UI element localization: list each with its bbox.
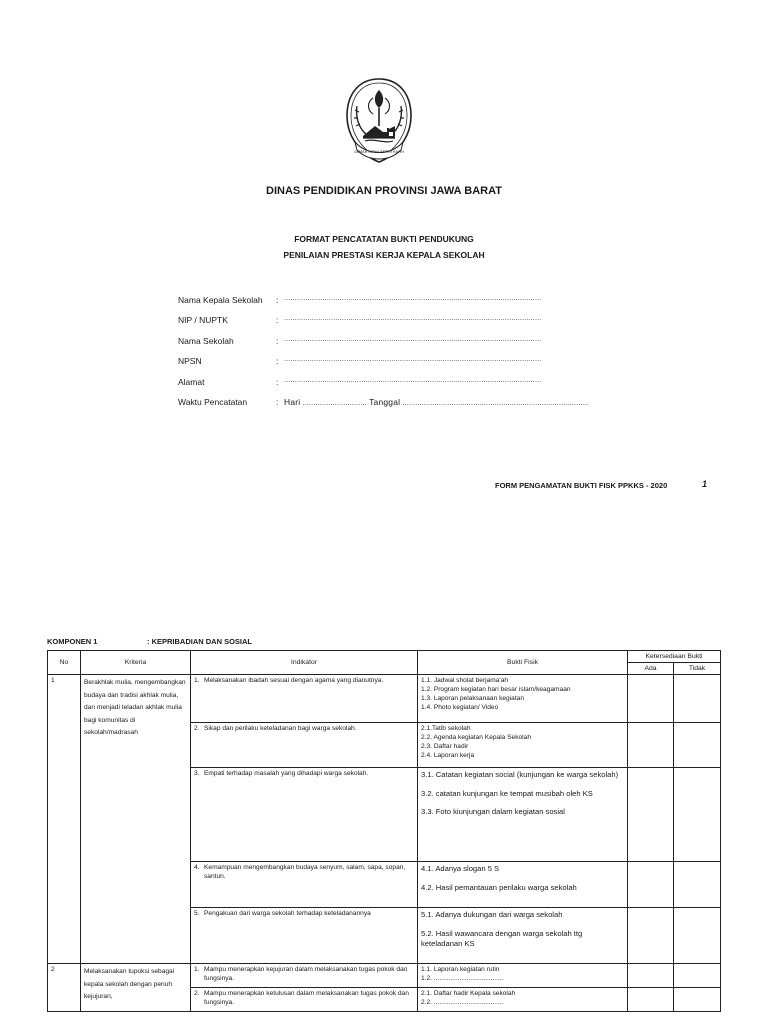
form-colon: : bbox=[276, 335, 279, 346]
identity-form bbox=[178, 295, 608, 417]
header-tidak: Tidak bbox=[674, 663, 721, 675]
header-ada: Ada bbox=[628, 663, 674, 675]
header-ketersediaan: Ketersediaan Bukti bbox=[628, 651, 721, 663]
cell-no: 2 bbox=[48, 964, 81, 1012]
form-colon: : bbox=[276, 315, 279, 326]
form-row-nip-nuptk bbox=[178, 315, 608, 335]
cell-bukti-fisik: 2.1. Daftar hadir Kepala sekolah 2.2. ...................................... bbox=[418, 988, 628, 1012]
cell-indikator: 2. Mampu menerapkan ketulusan dalam melaksanakan tugas pokok dan fungsinya. bbox=[191, 988, 418, 1012]
form-label: Nama Kepala Sekolah bbox=[178, 295, 263, 305]
agency-title: DINAS PENDIDIKAN PROVINSI JAWA BARAT bbox=[266, 185, 502, 197]
cell-indikator: 4. Kemampuan mengembangkan budaya senyum, salam, sapa, sopan, santun. bbox=[191, 862, 418, 908]
form-row-npsn bbox=[178, 356, 608, 376]
form-row-nama-sekolah bbox=[178, 336, 608, 356]
hari-label: Hari bbox=[284, 396, 301, 407]
cell-indikator: 1. Mampu menerapkan kejujuran dalam melaksanakan tugas pokok dan fungsinya. bbox=[191, 964, 418, 988]
component-label: KOMPONEN 1 bbox=[47, 637, 98, 646]
form-row-nama-kepala-sekolah bbox=[178, 295, 608, 315]
form-label: Alamat bbox=[178, 376, 205, 387]
table-row bbox=[48, 675, 721, 723]
cell-indikator: 2. Sikap dan perilaku keteladanan bagi warga sekolah. bbox=[191, 723, 418, 768]
form-row-alamat bbox=[178, 377, 608, 397]
table-row bbox=[48, 964, 721, 988]
checkbox-ada[interactable] bbox=[628, 862, 674, 908]
cell-bukti-fisik: 1.1. Laporan kegiatan rutin 1.2. ...................................... bbox=[418, 964, 628, 988]
logo-motto: GEMAH RIPAH REPEH RAPIH bbox=[353, 150, 405, 154]
header-bukti-fisik: Bukti Fisik bbox=[418, 651, 628, 675]
cell-kriteria: Berakhlak mulia, mengembangkan budaya dan tradisi akhlak mulia, dan menjadi teladan akhlak mulia bagi komunitas di sekolah/madrasah bbox=[81, 675, 191, 964]
cell-bukti-fisik: 5.1. Adanya dukungan dari warga sekolah 5.2. Hasil wawancara dengan warga sekolah ttg keteladanan KS bbox=[418, 908, 628, 964]
tanggal-label: Tanggal bbox=[369, 396, 401, 407]
document-title-line1: FORMAT PENCATATAN BUKTI PENDUKUNG bbox=[294, 234, 474, 244]
table-header-row bbox=[48, 651, 721, 663]
checkbox-ada[interactable] bbox=[628, 964, 674, 988]
evidence-table bbox=[47, 650, 721, 1012]
form-label: Nama Sekolah bbox=[178, 335, 234, 346]
form-field-blank[interactable]: ........................................................................................................................ bbox=[284, 335, 542, 343]
form-colon: : bbox=[276, 356, 279, 367]
cell-kriteria: Melaksanakan tupoksi sebagai kepala sekolah dengan penuh kejujuran, bbox=[81, 964, 191, 1012]
cell-bukti-fisik: 2.1.Tatib sekolah 2.2. Agenda kegiatan Kepala Sekolah 2.3. Daftar hadir 2.4. Laporan kerja bbox=[418, 723, 628, 768]
cell-indikator: 5. Pengakuan dari warga sekolah terhadap keteladanannya bbox=[191, 908, 418, 964]
cell-no: 1 bbox=[48, 675, 81, 964]
form-row-waktu-pencatatan bbox=[178, 397, 608, 417]
cell-bukti-fisik: 3.1. Catatan kegiatan social (kunjungan ke warga sekolah) 3.2. catatan kunjungan ke tempat musibah oleh KS 3.3. Foto kiunjungan dalam kegiatan sosial bbox=[418, 768, 628, 862]
hari-blank[interactable]: .............................. bbox=[302, 399, 367, 407]
checkbox-tidak[interactable] bbox=[674, 908, 721, 964]
form-colon: : bbox=[276, 396, 279, 407]
checkbox-ada[interactable] bbox=[628, 988, 674, 1012]
checkbox-ada[interactable] bbox=[628, 675, 674, 723]
form-label: NPSN bbox=[178, 356, 202, 367]
checkbox-tidak[interactable] bbox=[674, 964, 721, 988]
form-field-blank[interactable]: ........................................................................................................................ bbox=[284, 376, 542, 384]
page-number: 1 bbox=[702, 479, 708, 489]
header-kriteria: Kriteria bbox=[81, 651, 191, 675]
form-field-blank[interactable]: ........................................................................................................................ bbox=[284, 315, 542, 323]
checkbox-tidak[interactable] bbox=[674, 675, 721, 723]
form-field-blank[interactable]: ........................................................................................................................ bbox=[284, 295, 542, 302]
header-no: No bbox=[48, 651, 81, 675]
cell-bukti-fisik: 4.1. Adanya slogan 5 S 4.2. Hasil pemantauan perilaku warga sekolah bbox=[418, 862, 628, 908]
checkbox-ada[interactable] bbox=[628, 768, 674, 862]
checkbox-tidak[interactable] bbox=[674, 768, 721, 862]
checkbox-ada[interactable] bbox=[628, 723, 674, 768]
cell-bukti-fisik: 1.1. Jadwal sholat berjama'ah 1.2. Program kegiatan hari besar islam/keagamaan 1.3. Laporan pelaksanaan kegiatan 1.4. Photo kegiatan/ Video bbox=[418, 675, 628, 723]
form-label: NIP / NUPTK bbox=[178, 315, 228, 326]
form-colon: : bbox=[276, 376, 279, 387]
checkbox-ada[interactable] bbox=[628, 908, 674, 964]
form-label: Waktu Pencatatan bbox=[178, 396, 248, 407]
tanggal-blank[interactable]: ....................................................................................... bbox=[402, 399, 590, 407]
header-indikator: Indikator bbox=[191, 651, 418, 675]
checkbox-tidak[interactable] bbox=[674, 723, 721, 768]
waktu-field[interactable] bbox=[284, 397, 604, 407]
form-colon: : bbox=[276, 295, 279, 305]
west-java-emblem-icon bbox=[343, 76, 415, 164]
component-title: : KEPRIBADIAN DAN SOSIAL bbox=[147, 637, 253, 646]
document-title-line2: PENILAIAN PRESTASI KERJA KEPALA SEKOLAH bbox=[283, 250, 485, 260]
cell-indikator: 3. Empati terhadap masalah yang dihadapi warga sekolah. bbox=[191, 768, 418, 862]
checkbox-tidak[interactable] bbox=[674, 862, 721, 908]
checkbox-tidak[interactable] bbox=[674, 988, 721, 1012]
form-field-blank[interactable]: ........................................................................................................................ bbox=[284, 356, 542, 364]
cell-indikator: 1. Melaksanakan ibadah sesuai dengan agama yang dianutnya. bbox=[191, 675, 418, 723]
page-footer: FORM PENGAMATAN BUKTI FISK PPKKS - 2020 bbox=[495, 481, 668, 490]
